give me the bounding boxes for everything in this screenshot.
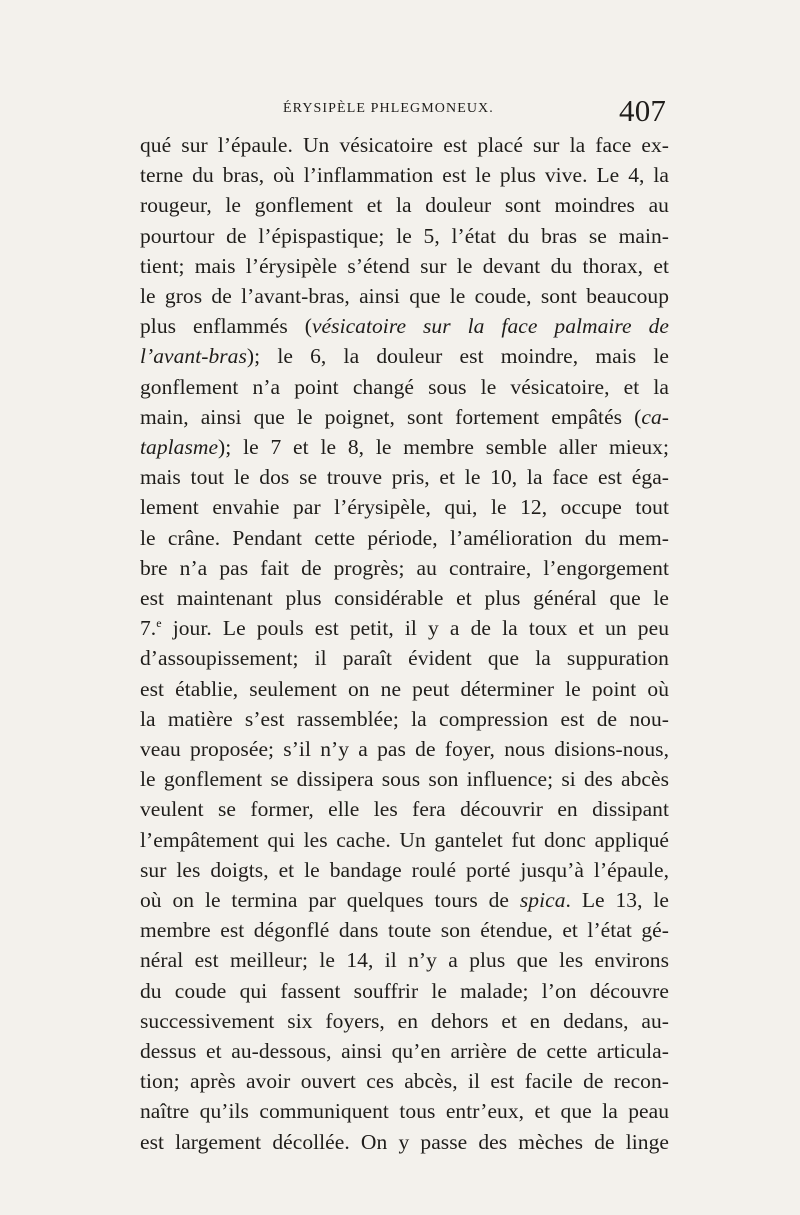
text-segment: le gros de l’avant-bras, ainsi que le coude, sont beaucoup (140, 284, 669, 308)
running-head (283, 93, 667, 128)
text-line (140, 674, 669, 704)
text-line (140, 945, 669, 975)
text-segment: gonflement n’a point changé sous le vésicatoire, et la (140, 374, 669, 399)
text-segment: ); le 7 et le 8, le membre semble aller mieux; (218, 435, 669, 459)
text-line (140, 825, 669, 855)
text-line (140, 190, 669, 220)
text-line (140, 976, 669, 1006)
text-line (140, 553, 669, 583)
text-line (140, 372, 669, 402)
text-segment: jour. Le pouls est petit, il y a de la toux et un peu (161, 616, 669, 641)
italic-text: l’avant-bras (140, 344, 247, 369)
text-line (140, 583, 669, 613)
running-title: ÉRYSIPÈLE PHLEGMONEUX. (283, 101, 494, 116)
text-segment: ); le 6, la douleur est moindre, mais le (246, 344, 669, 369)
superscript-text: e (156, 616, 162, 631)
text-line (140, 130, 669, 160)
text-segment: la matière s’est rassemblée; la compression est de nou- (140, 706, 669, 731)
text-segment: dessus et au-dessous, ainsi qu’en arrière de cette articula- (140, 1039, 669, 1063)
italic-text: taplasme (140, 435, 219, 459)
text-line (140, 341, 669, 371)
text-line (140, 1127, 669, 1157)
text-segment: d’assoupissement; il paraît évident que la suppuration (140, 646, 669, 671)
text-segment: 7. (140, 616, 157, 641)
text-segment: mais tout le dos se trouve pris, et le 10, la face est éga- (140, 465, 669, 490)
text-line (140, 523, 669, 553)
text-segment: où on le termina par quelques tours de (140, 888, 520, 912)
text-line (140, 1036, 669, 1066)
text-segment: est établie, seulement on ne peut déterminer le point où (140, 676, 669, 701)
text-line (140, 764, 669, 794)
text-line (140, 855, 669, 885)
text-segment: est largement décollée. On y passe des mèches de linge (140, 1129, 669, 1154)
text-segment: qué sur l’épaule. Un vésicatoire est placé sur la face ex- (140, 133, 669, 157)
text-segment: lement envahie par l’érysipèle, qui, le 12, occupe tout (140, 495, 669, 520)
text-segment: le gonflement se dissipera sous son influence; si des abcès (140, 767, 669, 792)
text-segment: veulent se former, elle les fera découvrir en dissipant (140, 797, 669, 822)
text-line (140, 1006, 669, 1036)
text-segment: terne du bras, où l’inflammation est le plus vive. Le 4, la (140, 163, 669, 188)
text-line (140, 281, 669, 311)
text-segment: membre est dégonflé dans toute son étendue, et l’état gé- (140, 918, 669, 943)
text-line (140, 432, 669, 462)
text-line (140, 251, 669, 281)
italic-text: vésicatoire sur la face palmaire de (311, 314, 669, 339)
italic-text: spica (519, 888, 566, 912)
text-segment: successivement six foyers, en dehors et en dedans, au- (140, 1008, 669, 1033)
italic-text: ca- (641, 404, 669, 429)
text-line (140, 915, 669, 945)
text-segment: rougeur, le gonflement et la douleur sont moindres au (140, 193, 669, 218)
text-segment: naître qu’ils communiquent tous entr’eux, et que la peau (140, 1099, 669, 1124)
text-line (140, 462, 669, 492)
text-segment: main, ainsi que le poignet, sont fortement empâtés ( (140, 404, 642, 429)
text-segment: bre n’a pas fait de progrès; au contraire, l’engorgement (140, 555, 669, 580)
text-line (140, 734, 669, 764)
text-line (140, 1066, 669, 1096)
text-line (140, 643, 669, 673)
text-segment: . Le 13, le (565, 888, 669, 912)
text-segment: pourtour de l’épispastique; le 5, l’état du bras se main- (140, 223, 669, 248)
text-line (140, 704, 669, 734)
text-segment: l’empâtement qui les cache. Un gantelet fut donc appliqué (140, 827, 669, 852)
text-segment: le crâne. Pendant cette période, l’amélioration du mem- (140, 525, 669, 550)
text-segment: tient; mais l’érysipèle s’étend sur le devant du thorax, et (140, 253, 669, 278)
text-segment: du coude qui fassent souffrir le malade; l’on découvre (140, 978, 669, 1003)
text-segment: est maintenant plus considérable et plus général que le (140, 586, 669, 610)
text-segment: sur les doigts, et le bandage roulé porté jusqu’à l’épaule, (140, 857, 669, 882)
text-line (140, 160, 669, 190)
text-line (140, 492, 669, 522)
text-line (140, 794, 669, 824)
text-line (140, 1096, 669, 1126)
text-line (140, 885, 669, 915)
text-segment: veau proposée; s’il n’y a pas de foyer, nous disions-nous, (140, 737, 669, 761)
text-segment: tion; après avoir ouvert ces abcès, il est facile de recon- (140, 1069, 669, 1094)
page-number: 407 (619, 93, 667, 128)
text-line (140, 402, 669, 432)
text-line (140, 613, 669, 643)
text-line (140, 221, 669, 251)
text-segment: plus enflammés ( (140, 314, 312, 339)
text-segment: néral est meilleur; le 14, il n’y a plus que les environs (140, 948, 669, 973)
text-line (140, 311, 669, 341)
